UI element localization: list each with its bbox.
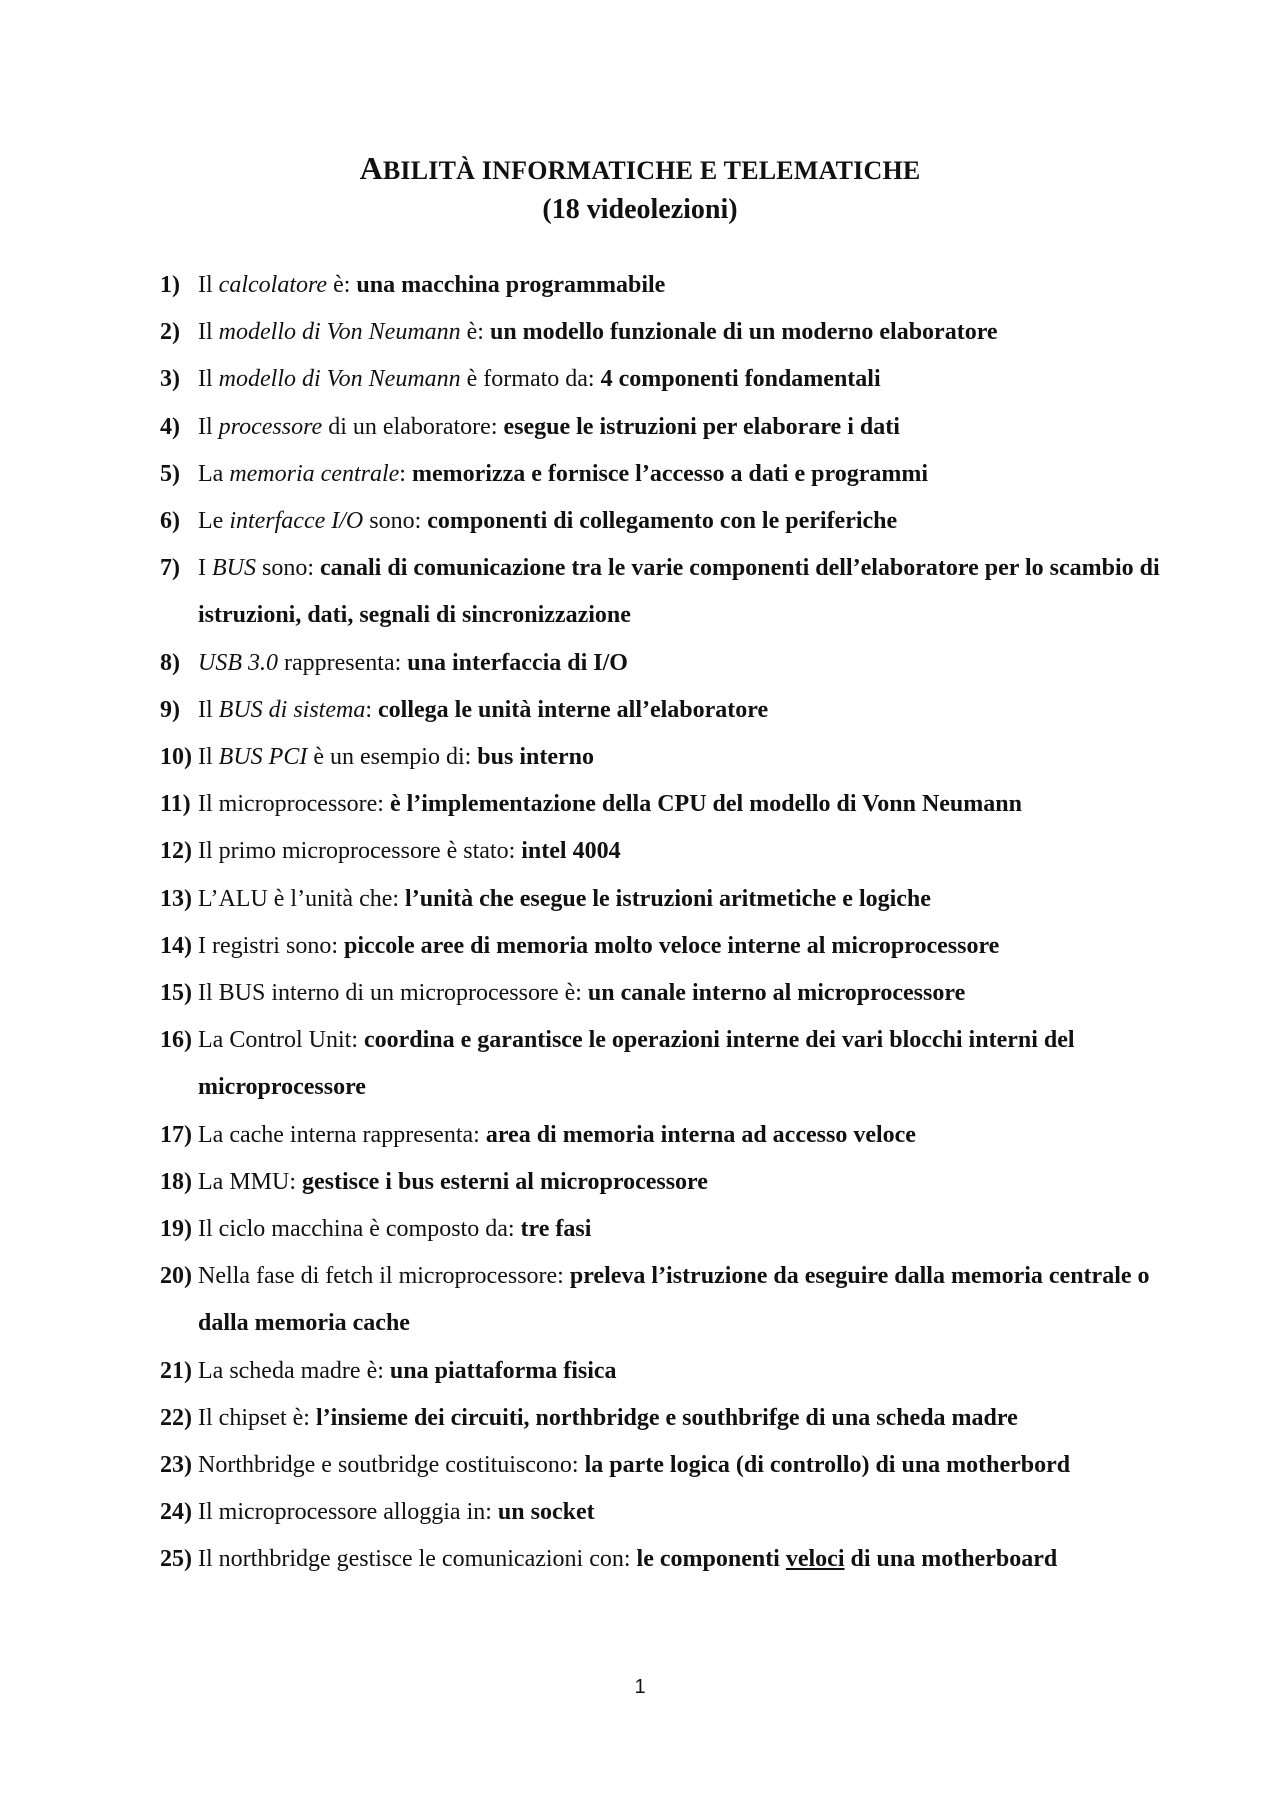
item-connector: : [365, 696, 379, 723]
item-prefix: Il [198, 413, 219, 440]
item-term: processore [218, 413, 323, 440]
item-prefix: Il ciclo macchina è composto da: [198, 1216, 521, 1243]
list-item [160, 1206, 1160, 1253]
item-prefix: Il [198, 366, 219, 393]
item-number: 17) [160, 1121, 192, 1148]
item-number: 6) [160, 508, 180, 535]
item-number: 2) [160, 319, 180, 346]
list-item [160, 781, 1160, 828]
list-item [160, 970, 1160, 1017]
list-item [160, 1159, 1160, 1206]
item-prefix: Il primo microprocessore è stato: [198, 838, 522, 865]
list-item [160, 262, 1160, 309]
item-term: calcolatore [218, 272, 328, 298]
list-item [160, 1489, 1160, 1536]
item-prefix: La MMU: [198, 1168, 302, 1195]
item-answer: gestisce i bus esterni al microprocessore [302, 1168, 708, 1195]
list-item [160, 451, 1160, 498]
item-connector: è: [327, 272, 357, 298]
item-number: 20) [160, 1263, 192, 1290]
item-answer: un modello funzionale di un moderno elaboratore [489, 319, 998, 346]
list-item [160, 640, 1160, 687]
item-prefix: L’ALU è l’unità che: [198, 885, 406, 912]
list-item [160, 404, 1160, 451]
item-number: 15) [160, 980, 192, 1007]
item-answer: preleva l’istruzione da eseguire dalla memoria centrale o dalla memoria cache [198, 1263, 1150, 1337]
list-item [160, 1253, 1160, 1347]
item-connector: di un elaboratore: [322, 413, 504, 440]
item-number: 8) [160, 649, 180, 676]
item-answer: intel 4004 [521, 838, 621, 865]
item-number: 16) [160, 1027, 192, 1054]
list-item [160, 1536, 1160, 1583]
list-item [160, 1112, 1160, 1159]
list-item [160, 876, 1160, 923]
item-number: 5) [160, 460, 180, 487]
item-prefix: Il microprocessore: [198, 791, 390, 818]
item-number: 14) [160, 932, 192, 959]
item-number: 21) [160, 1357, 192, 1384]
item-answer: area di memoria interna ad accesso veloce [485, 1121, 916, 1148]
item-prefix: La cache interna rappresenta: [198, 1121, 486, 1148]
item-answer: una macchina programmabile [356, 272, 666, 298]
page-number: 1 [634, 1676, 646, 1698]
list-item [160, 1442, 1160, 1489]
item-answer: un canale interno al microprocessore [587, 980, 966, 1007]
item-answer: l’insieme dei circuiti, northbridge e southbrifge di una scheda madre [315, 1404, 1018, 1431]
item-term: BUS [212, 555, 256, 582]
item-answer: memorizza e fornisce l’accesso a dati e programmi [411, 460, 928, 487]
item-prefix: La Control Unit: [198, 1027, 364, 1054]
item-prefix: La [198, 460, 230, 487]
item-answer: una interfaccia di I/O [407, 649, 628, 676]
list-item [160, 828, 1160, 875]
item-answer [637, 1546, 1058, 1572]
item-number: 1) [160, 272, 180, 298]
item-answer: bus interno [477, 744, 594, 771]
item-answer-part: di una motherboard [844, 1546, 1058, 1573]
item-connector: rappresenta: [278, 649, 408, 676]
title-rest: BILITÀ INFORMATICHE E TELEMATICHE [382, 156, 921, 185]
item-number: 9) [160, 696, 180, 723]
item-answer: tre fasi [520, 1216, 592, 1243]
item-connector: è formato da: [460, 366, 601, 393]
item-number: 10) [160, 744, 192, 771]
item-prefix: Il BUS interno di un microprocessore è: [198, 980, 588, 1007]
title-first-letter: A [359, 150, 383, 186]
item-number: 22) [160, 1404, 192, 1431]
item-prefix: Il [198, 744, 219, 771]
item-number: 12) [160, 838, 192, 865]
item-number: 3) [160, 366, 180, 393]
item-term: modello di Von Neumann [218, 366, 461, 393]
item-number: 24) [160, 1499, 192, 1526]
item-answer: è l’implementazione della CPU del modello di Vonn Neumann [389, 791, 1022, 818]
item-answer-part: le componenti [636, 1546, 786, 1573]
item-number: 18) [160, 1168, 192, 1195]
item-term: BUS di sistema [218, 696, 366, 723]
item-prefix: Northbridge e soutbridge costituiscono: [198, 1452, 585, 1479]
list-item [160, 1017, 1160, 1111]
item-connector: è: [460, 319, 490, 346]
item-prefix: Il [198, 319, 219, 346]
item-number: 13) [160, 885, 192, 912]
item-term: USB 3.0 [198, 649, 278, 676]
item-number: 19) [160, 1216, 192, 1243]
list-item [160, 309, 1160, 356]
list-item [160, 923, 1160, 970]
item-prefix: Le [198, 508, 230, 535]
list-item [160, 356, 1160, 403]
item-number: 7) [160, 555, 180, 582]
list-item [160, 687, 1160, 734]
item-term: interfacce I/O [229, 508, 364, 535]
item-prefix: Il northbridge gestisce le comunicazioni con: [198, 1546, 637, 1573]
item-answer: componenti di collegamento con le periferiche [427, 508, 898, 535]
list-item [160, 1348, 1160, 1395]
item-term: modello di Von Neumann [218, 319, 461, 346]
item-answer: piccole aree di memoria molto veloce interne al microprocessore [343, 932, 1000, 959]
item-connector: è un esempio di: [307, 744, 478, 771]
item-connector: sono: [363, 508, 428, 535]
item-connector: sono: [256, 555, 321, 582]
item-connector: : [399, 460, 412, 487]
item-answer: coordina e garantisce le operazioni interne dei vari blocchi interni del microprocessore [198, 1027, 1075, 1101]
item-answer: l’unità che esegue le istruzioni aritmetiche e logiche [405, 885, 931, 912]
item-term: memoria centrale [229, 460, 400, 487]
document-title [0, 148, 1280, 191]
document-subtitle: (18 videolezioni) [542, 194, 738, 225]
list-item [160, 545, 1160, 639]
list-item [160, 498, 1160, 545]
list-item [160, 734, 1160, 781]
question-list [160, 262, 1160, 1584]
item-answer: un socket [497, 1499, 595, 1526]
item-number: 23) [160, 1452, 192, 1479]
item-number: 25) [160, 1546, 192, 1573]
item-number: 11) [160, 791, 191, 818]
item-prefix: I [198, 555, 212, 582]
item-prefix: Il [198, 696, 219, 723]
item-answer-underlined: veloci [785, 1546, 845, 1573]
item-answer: 4 componenti fondamentali [600, 366, 881, 393]
item-answer: canali di comunicazione tra le varie componenti dell’elaboratore per lo scambio di istruzioni, dati, segnali di sincronizzazione [198, 555, 1160, 629]
item-prefix: La scheda madre è: [198, 1357, 390, 1384]
item-answer: collega le unità interne all’elaboratore [378, 696, 769, 723]
list-item [160, 1395, 1160, 1442]
item-term: BUS PCI [218, 744, 308, 771]
item-prefix: Il microprocessore alloggia in: [198, 1499, 498, 1526]
item-prefix: I registri sono: [198, 932, 344, 959]
item-answer: esegue le istruzioni per elaborare i dati [503, 413, 900, 440]
item-number: 4) [160, 413, 180, 440]
item-prefix: Il [198, 272, 219, 298]
item-prefix: Il chipset è: [198, 1404, 316, 1431]
item-answer: la parte logica (di controllo) di una motherbord [584, 1452, 1071, 1479]
item-prefix: Nella fase di fetch il microprocessore: [198, 1263, 570, 1290]
item-answer: una piattaforma fisica [389, 1357, 617, 1384]
